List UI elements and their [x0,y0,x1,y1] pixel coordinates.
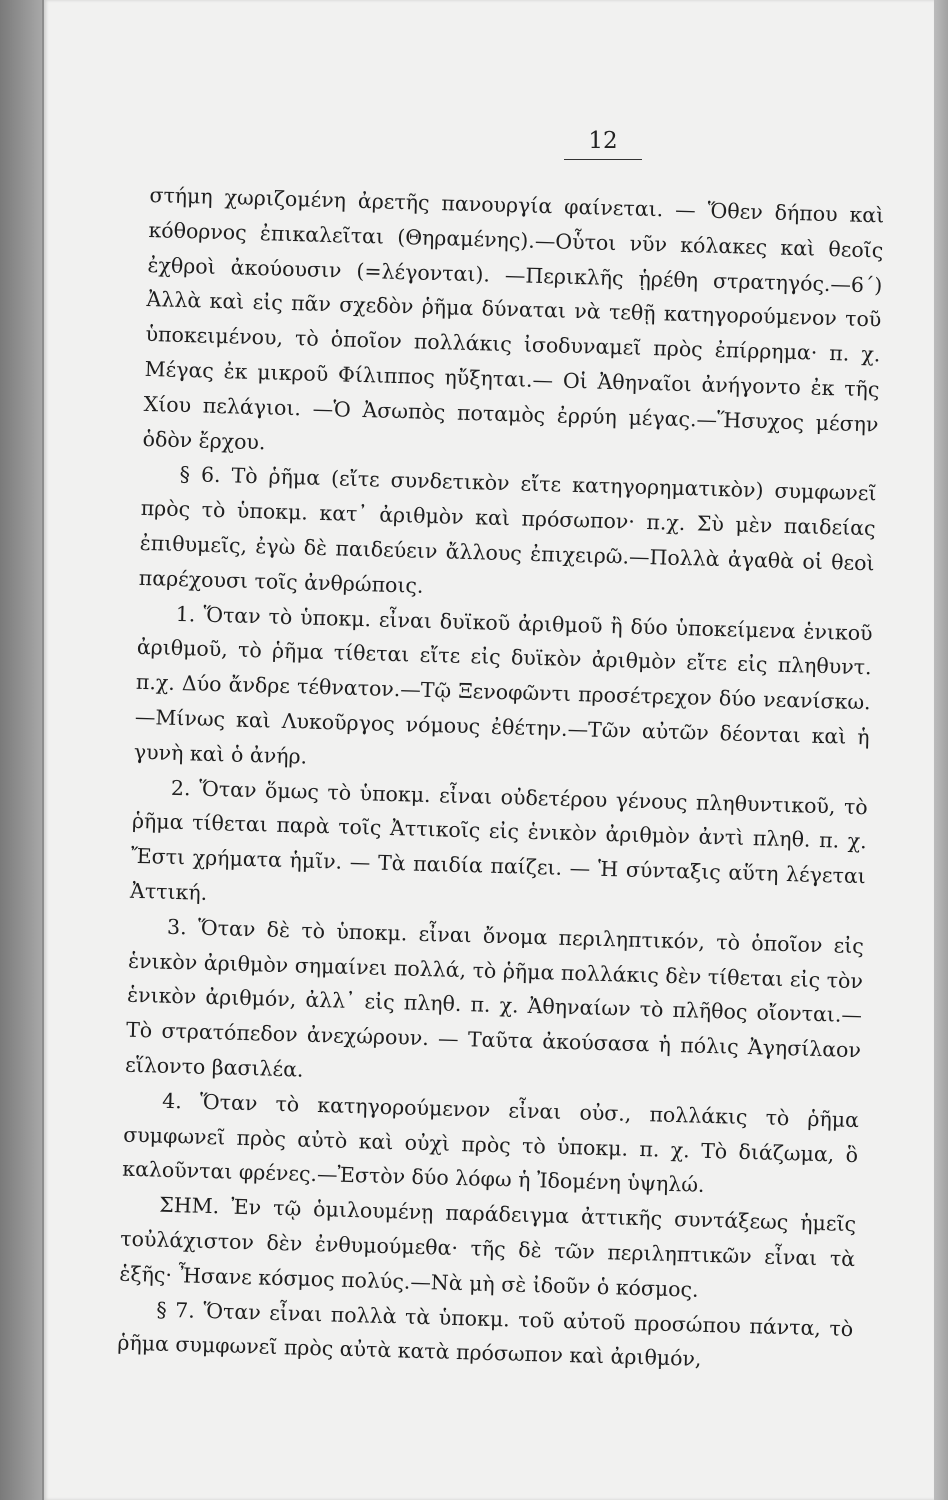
paragraph-section-7: § 7. Ὅταν εἶναι πολλὰ τὰ ὑποκμ. τοῦ αὐτοῦ προσώπου πάντα, τὸ ῥῆμα συμφωνεῖ πρὸς αὐτὰ κατὰ πρόσωπον καὶ ἀριθμόν, [117,1297,854,1372]
scan-margin-left [0,0,42,1500]
paragraph-rule-1: 1. Ὅταν τὸ ὑποκμ. εἶναι δυϊκοῦ ἀριθμοῦ ἢ δύο ὑποκείμενα ἑνικοῦ ἀριθμοῦ, τὸ ῥῆμα τίθεται εἴτε εἰς δυϊκὸν ἀριθμὸν εἴτε εἰς πληθυντ. π.χ. Δύο ἄνδρε τέθνατον.—Τῷ Ξενοφῶντι προσέτρεχον δύο νεανίσκω.—Μίνως καὶ Λυκοῦργος νόμους ἐθέτην.—Τῶν αὐτῶν δέονται καὶ ἡ γυνὴ καὶ ὁ ἀνήρ. [133,601,873,769]
paragraph-note: ΣΗΜ. Ἐν τῷ ὁμιλουμένῃ παράδειγμα ἀττικῆς συντάξεως ἡμεῖς τοὐλάχιστον δὲν ἐνθυμούμεθα· τῆς δὲ τῶν περιληπτικῶν εἶναι τὰ ἑξῆς· Ἦσανε κόσμος πολύς.—Νὰ μὴ σὲ ἰδοῦν ὁ κόσμος. [119,1192,857,1302]
paragraph-rule-2: 2. Ὅταν ὅμως τὸ ὑποκμ. εἶναι οὐδετέρου γένους πληθυντικοῦ, τὸ ῥῆμα τίθεται παρὰ τοῖς Ἀττικοῖς εἰς ἑνικὸν ἀριθμὸν ἀντὶ πληθ. π. χ. Ἔστι χρήματα ἡμῖν. — Τὰ παιδία παίζει. — Ἡ σύνταξις αὕτη λέγεται Ἀττική. [129,775,869,905]
paragraph-rule-4: 4. Ὅταν τὸ κατηγορούμενον εἶναι οὐσ., πολλάκις τὸ ῥῆμα συμφωνεῖ πρὸς αὐτὸ καὶ οὐχὶ πρὸς τὸ ὑποκμ. π. χ. Τὸ διάζωμα, ὃ καλοῦνται φρένες.—Ἐστὸν δύο λόφω ἡ Ἰδομένη ὑψηλώ. [121,1088,860,1198]
page-number: 12 [564,128,642,160]
paragraph-rule-3: 3. Ὅταν δὲ τὸ ὑποκμ. εἶναι ὄνομα περιληπτικόν, τὸ ὁποῖον εἰς ἑνικὸν ἀριθμὸν σημαίνει πολλά, τὸ ῥῆμα πολλάκις δὲν τίθεται εἰς τὸν ἑνικὸν ἀριθμόν, ἀλλ᾽ εἰς πληθ. π. χ. Ἀθηναίων τὸ πλῆθος οἴονται.— Τὸ στρατόπεδον ἀνεχώρουν. — Ταῦτα ἀκούσασα ἡ πόλις Ἀγησίλαον εἵλοντο βασιλέα. [124,914,865,1082]
paragraph-section-6: § 6. Τὸ ῥῆμα (εἴτε συνδετικὸν εἴτε κατηγορηματικὸν) συμφωνεῖ πρὸς τὸ ὑποκμ. κατ᾽ ἀριθμὸν καὶ πρόσωπον· π.χ. Σὺ μὲν παιδείας ἐπιθυμεῖς, ἐγὼ δὲ παιδεύειν ἄλλους ἐπιχειρῶ.—Πολλὰ ἀγαθὰ οἱ θεοὶ παρέχουσι τοῖς ἀνθρώποις. [138,462,877,598]
scan-margin-right [934,0,948,1500]
paragraph-1: στήμη χωριζομένη ἀρετῆς πανουργία φαίνεται. — Ὅθεν δήπου καὶ κόθορνος ἐπικαλεῖται (Θηραμένης).—Οὗτοι νῦν κόλακες καὶ θεοῖς ἐχθροὶ ἀκούουσιν (=λέγονται). —Περικλῆς ᾑρέθη στρατηγός.—6΄) Ἀλλὰ καὶ εἰς πᾶν σχεδὸν ῥῆμα δύναται νὰ τεθῇ κατηγορούμενον τοῦ ὑποκειμένου, τὸ ὁποῖον πολλάκις ἰσοδυναμεῖ πρὸς ἐπίρρημα· π. χ. Μέγας ἐκ μικροῦ Φίλιππος ηὔξηται.— Οἱ Ἀθηναῖοι ἀνήγοντο ἐκ τῆς Χίου πελάγιοι. —Ὁ Ἀσωπὸς ποταμὸς ἐρρύη μέγας.—Ἥσυχος μέσην ὁδὸν ἔρχου. [142,182,885,454]
page-body [114,178,885,1498]
